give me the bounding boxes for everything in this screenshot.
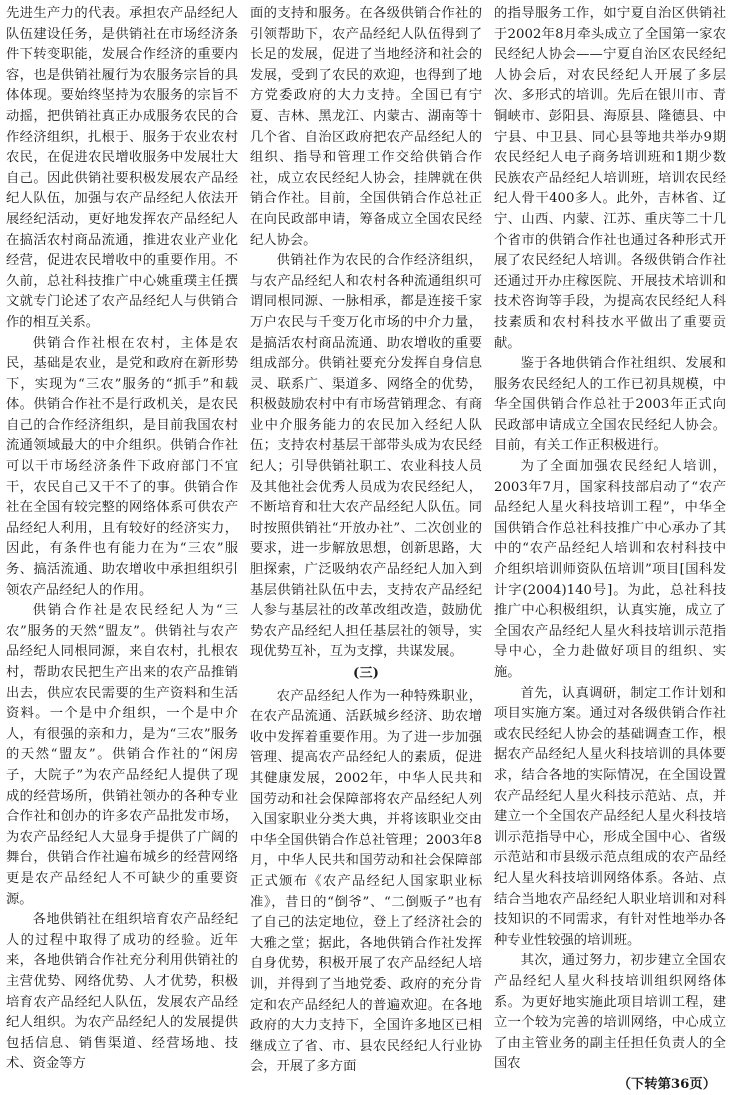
body-paragraph: 鉴于各地供销合作社组织、发展和服务农民经纪人的工作已初具规模，中华全国供销合作总社于2003年正式向民政部申请成立全国农民经纪人协会。目前，有关工作正积极进行。 xyxy=(494,356,726,454)
body-paragraph: 供销社作为农民的合作经济组织，与农产品经纪人和农村各种流通组织可谓同根同源、一脉相承，都是连接千家万户农民与千变万化市场的中介力量，是搞活农村商品流通、助农增收的重要组成部分。供销社要充分发挥自身信息灵、联系广、渠道多、网络全的优势，积极鼓励农村中有市场营销理念、有商业中介服务能力的农民加入经纪人队伍；支持农村基层干部带头成为农民经纪人；引导供销社职工、农业科技人员及其他社会优秀人员成为农民经纪人，不断培育和壮大农产品经纪人队伍。同时按照供销社“开放办社”、二次创业的要求，进一步解放思想，创新思路，大胆探索，广泛吸纳农产品经纪人加入到基层供销社队伍中去，支持农产品经纪人参与基层社的改革改组改造，鼓励优势农产品经纪人担任基层社的领导，实现优势互补，互为支撑，共谋发展。 xyxy=(250,253,482,660)
section-heading: (三) xyxy=(353,666,379,681)
body-paragraph: 的指导服务工作，如宁夏自治区供销社于2002年8月牵头成立了全国第一家农民经纪人协会——宁夏自治区农民经纪人协会后，对农民经纪人开展了多层次、多形式的培训。先后在银川市、青铜峡市、彭阳县、海原县、隆德县、中宁县、中卫县、同心县等地共举办9期农民经纪人电子商务培训班和1期少数民族农产品经纪人培训班，培训农民经纪人骨干400多人。此外，吉林省、辽宁、山西、内蒙、江苏、重庆等二十几个省市的供销合作社也通过各种形式开展了农民经纪人培训。各级供销合作社还通过开办庄稼医院、开展技术培训和技术咨询等手段，为提高农民经纪人科技素质和农村科技水平做出了重要贡献。 xyxy=(494,6,726,351)
text-column-1 xyxy=(6,4,238,1072)
body-paragraph: 其次，通过努力，初步建立全国农产品经纪人星火科技培训组织网络体系。为更好地实施此项目培训工程，建立一个较为完善的培训网络，中心成立了由主管业务的副主任担任负责人的全国农 xyxy=(494,953,726,1072)
body-paragraph: 首先，认真调研，制定工作计划和项目实施方案。通过对各级供销合作社或农民经纪人协会的基础调查工作，根据农产品经纪人星火科技培训的具体要求，结合各地的实际情况，在全国设置农产品经纪人星火科技示范站、点，并建立一个全国农产品经纪人星火科技培训示范指导中心，形成全国中心、省级示范站和市县级示范点组成的农产品经纪人星火科技培训网络体系。各站、点结合当地农产品经纪人职业培训和对科技知识的不同需求，有针对性地举办各种专业性较强的培训班。 xyxy=(494,685,726,948)
text-column-2 xyxy=(250,4,482,1075)
body-paragraph: 为了全面加强农民经纪人培训，2003年7月，国家科技部启动了“农产品经纪人星火科技培训工程”，中华全国供销合作总社科技推广中心承办了其中的“农产品经纪人培训和农村科技中介组织培训师资队伍培训”项目[国科发计字(2004)140号]。为此，总社科技推广中心积极组织，认真实施，成立了全国农产品经纪人星火科技培训示范指导中心，全力赴做好项目的组织、实施。 xyxy=(494,459,726,680)
body-paragraph: 面的支持和服务。在各级供销合作社的引领帮助下，农产品经纪人队伍得到了长足的发展，促进了当地经济和社会的发展，受到了农民的欢迎，也得到了地方党委政府的大力支持。全国已有宁夏、吉林、黑龙江、内蒙古、湖南等十几个省、自治区政府把农产品经纪人的组织、指导和管理工作交给供销合作社，成立农民经纪人协会，挂牌就在供销合作社。目前，全国供销合作总社正在向民政部申请，筹备成立全国农民经纪人协会。 xyxy=(250,6,482,248)
body-paragraph: 供销合作社根在农村，主体是农民，基础是农业，是党和政府在新形势下，实现为“三农”服务的“抓手”和载体。供销合作社不是行政机关，是农民自己的合作经济组织，是目前我国农村流通领域最大的中介组织。供销合作社可以干市场经济条件下政府部门不宜干，农民自己又干不了的事。供销合作社在全国有较完整的网络体系可供农产品经纪人利用，且有较好的经济实力，因此，有条件也有能力在为“三农”服务、搞活流通、助农增收中承担组织引领农产品经纪人的作用。 xyxy=(6,335,238,598)
text-column-3 xyxy=(494,4,726,1092)
body-paragraph: 各地供销社在组织培育农产品经纪人的过程中取得了成功的经验。近年来，各地供销合作社充分利用供销社的主营优势、网络优势、人才优势，积极培育农产品经纪人队伍，发展农产品经纪人组织。为农产品经纪人的发展提供包括信息、销售渠道、经营场地、技术、资金等方 xyxy=(6,912,238,1072)
body-paragraph: 农产品经纪人作为一种特殊职业，在农产品流通、活跃城乡经济、助农增收中发挥着重要作用。为了进一步加强管理、提高农产品经纪人的素质，促进其健康发展，2002年，中华人民共和国劳动和社会保障部将农产品经纪人列入国家职业分类大典，并将该职业交由中华全国供销合作总社管理；2003年8月，中华人民共和国劳动和社会保障部正式颁布《农产品经纪人国家职业标准》，昔日的“倒爷”、“二倒贩子”也有了自己的法定地位，登上了经济社会的大雅之堂；据此，各地供销合作社发挥自身优势，积极开展了农产品经纪人培训，并得到了当地党委、政府的充分肯定和农产品经纪人的普遍欢迎。在各地政府的大力支持下，全国许多地区已相继成立了省、市、县农民经纪人行业协会，开展了多方面 xyxy=(250,688,482,1075)
body-paragraph: 供销合作社是农民经纪人为“三农”服务的天然“盟友”。供销社与农产品经纪人同根同源，来自农村，扎根农村，帮助农民把生产出来的农产品推销出去，供应农民需要的生产资料和生活资料。一个是中介组织，一个是中介人，有很强的亲和力，是为“三农”服务的天然“盟友”。供销合作社的“闲房子，大院子”为农产品经纪人提供了现成的经营场所，供销社领办的各种专业合作社和创办的许多农产品批发市场，为农产品经纪人大显身手提供了广阔的舞台，供销合作社遍布城乡的经营网络更是农产品经纪人不可缺少的重要资源。 xyxy=(6,603,238,907)
continued-on-page-note: （下转第36页） xyxy=(617,1076,716,1092)
body-paragraph: 先进生产力的代表。承担农产品经纪人队伍建设任务，是供销社在市场经济条件下转变职能，发展合作经济的重要内容，也是供销社履行为农服务宗旨的具体体现。要始终坚持为农服务的宗旨不动摇，把供销社真正办成服务农民的合作经济组织，扎根于、服务于农业农村农民，在促进农民增收服务中发展壮大自己。因此供销社要积极发展农产品经纪人队伍，加强与农产品经纪人依法开展经纪活动，更好地发挥农产品经纪人在搞活农村商品流通，推进农业产业化经营，促进农民增收中的重要作用。不久前，总社科技推广中心姚重璞主任撰文就专门论述了农产品经纪人与供销合作的相互关系。 xyxy=(6,6,238,330)
text-columns xyxy=(6,4,726,1092)
